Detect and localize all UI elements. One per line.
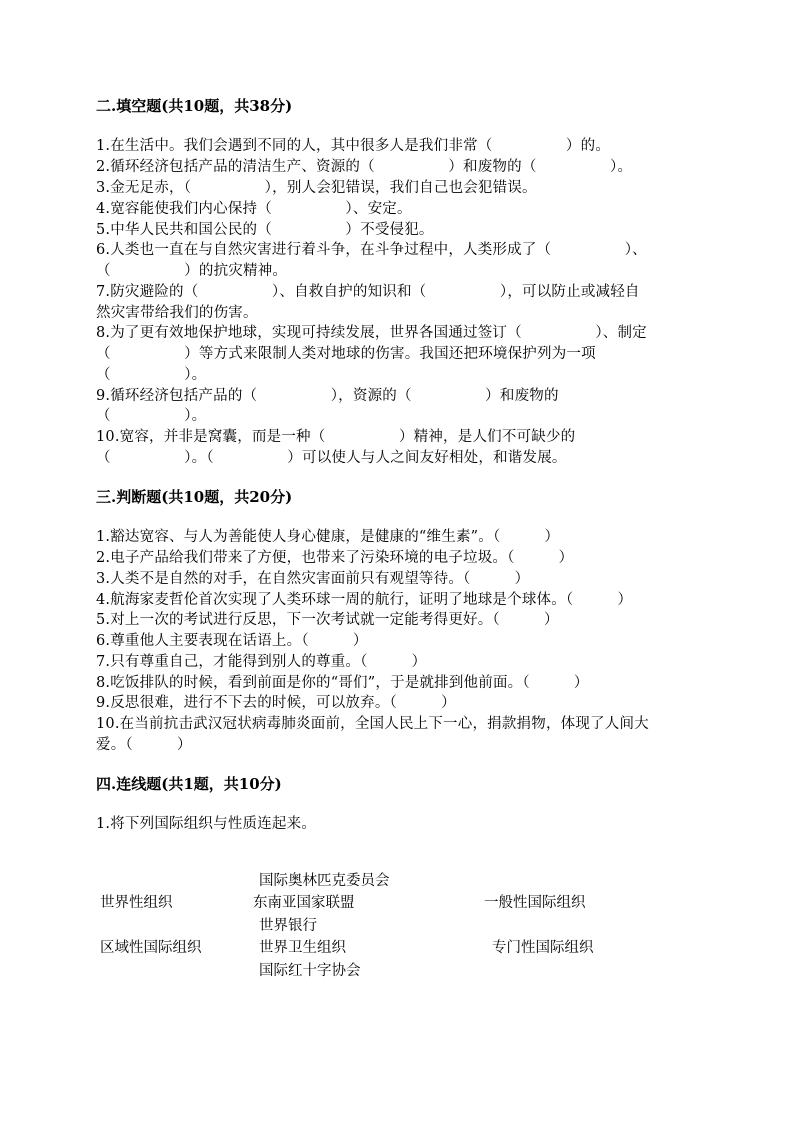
question-line: 爱。（ ）	[96, 737, 192, 753]
section-title-true-false: 三.判断题(共10题，共20分)	[96, 488, 293, 506]
question-line: 1.豁达宽容、与人为善能使人身心健康，是健康的“维生素”。（ ）	[96, 529, 560, 545]
question-line: 8.为了更有效地保护地球，实现可持续发展，世界各国通过签订（ ）、制定	[96, 325, 647, 341]
question-line: （ ）。	[96, 408, 207, 424]
category-left: 世界性组织	[100, 895, 173, 911]
question-line: 2.循环经济包括产品的清洁生产、资源的（ ）和废物的（ ）。	[96, 159, 633, 175]
matching-question: 1.将下列国际组织与性质连起来。	[96, 816, 317, 832]
question-line: 4.航海家麦哲伦首次实现了人类环球一周的航行，证明了地球是个球体。（ ）	[96, 592, 633, 608]
organization-item: 国际红十字协会	[259, 963, 361, 979]
question-line: 1.在生活中。我们会遇到不同的人，其中很多人是我们非常（ ）的。	[96, 138, 611, 154]
question-line: 9.反思很难，进行不下去的时候，可以放弃。（ ）	[96, 695, 456, 711]
question-line: （ ）的抗灾精神。	[96, 263, 288, 279]
question-line: 9.循环经济包括产品的（ ），资源的（ ）和废物的	[96, 388, 559, 404]
question-line: 3.金无足赤，（ ），别人会犯错误，我们自己也会犯错误。	[96, 180, 537, 196]
question-line: 5.中华人民共和国公民的（ ）不受侵犯。	[96, 222, 434, 238]
question-line: 6.人类也一直在与自然灾害进行着斗争，在斗争过程中，人类形成了（ ）、	[96, 242, 647, 258]
question-line: 3.人类不是自然的对手，在自然灾害面前只有观望等待。（ ）	[96, 571, 530, 587]
category-right: 一般性国际组织	[484, 895, 586, 911]
organization-item: 世界卫生组织	[259, 940, 346, 956]
question-line: 6.尊重他人主要表现在话语上。（ ）	[96, 633, 368, 649]
category-right: 专门性国际组织	[492, 940, 594, 956]
question-line: 8.吃饭排队的时候，看到前面是你的“哥们”，于是就排到他前面。（ ）	[96, 675, 589, 691]
question-line: 5.对上一次的考试进行反思，下一次考试就一定能考得更好。（ ）	[96, 612, 559, 628]
organization-item: 东南亚国家联盟	[253, 895, 355, 911]
question-line: 然灾害带给我们的伤害。	[96, 305, 258, 321]
question-line: （ ）。（ ）可以使人与人之间友好相处，和谐发展。	[96, 450, 567, 466]
question-line: （ ）等方式来限制人类对地球的伤害。我国还把环境保护列为一项	[96, 346, 596, 362]
section-title-fill-in: 二.填空题(共10题，共38分)	[96, 97, 293, 115]
question-line: 7.只有尊重自己，才能得到别人的尊重。（ ）	[96, 654, 427, 670]
question-line: 2.电子产品给我们带来了方便，也带来了污染环境的电子垃圾。（ ）	[96, 550, 574, 566]
question-line: 10.在当前抗击武汉冠状病毒肺炎面前，全国人民上下一心，捐款捐物，体现了人间大	[96, 716, 649, 732]
category-left: 区域性国际组织	[100, 940, 202, 956]
question-line: （ ）。	[96, 367, 207, 383]
question-line: 4.宽容能使我们内心保持（ ）、安定。	[96, 201, 412, 217]
organization-item: 国际奥林匹克委员会	[259, 873, 390, 889]
section-title-matching: 四.连线题(共1题，共10分)	[96, 775, 282, 793]
question-line: 7.防灾避险的（ ）、自救自护的知识和（ ），可以防止或减轻自	[96, 284, 640, 300]
organization-item: 世界银行	[259, 918, 317, 934]
question-line: 10.宽容，并非是窝囊，而是一种（ ）精神，是人们不可缺少的	[96, 429, 576, 445]
